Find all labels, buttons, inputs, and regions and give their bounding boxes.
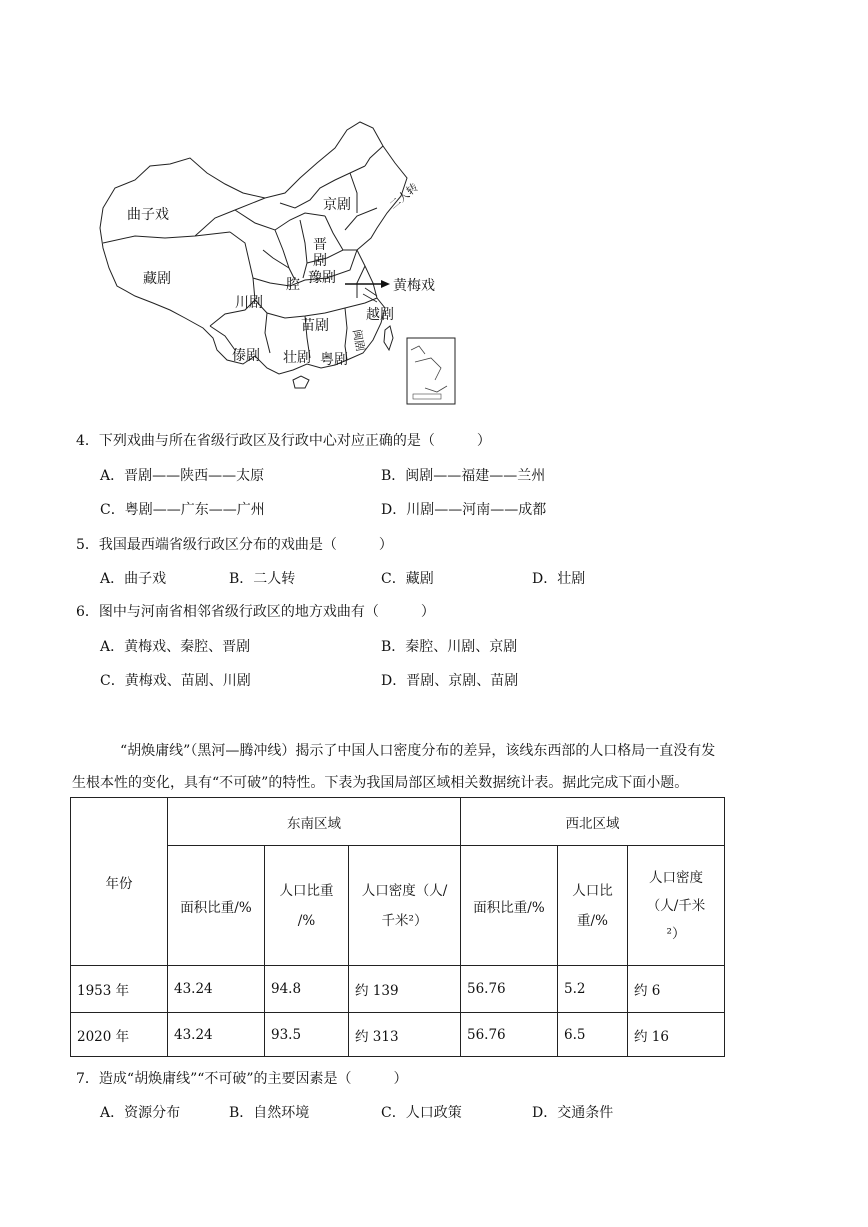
map-label-jinju-1: 晋 — [313, 237, 327, 253]
cell-nw-area: 56.76 — [461, 966, 558, 1013]
map-label-chuanju: 川剧 — [235, 295, 263, 311]
map-label-jingju: 京剧 — [323, 197, 351, 213]
table-header-nw-density: 人口密度 （人/千米 ²） — [628, 846, 725, 966]
map-label-miaoju: 苗剧 — [301, 318, 329, 334]
table-header-se-area: 面积比重/% — [168, 846, 265, 966]
statistics-table — [70, 797, 725, 1057]
map-label-yueju-yue: 粤剧 — [320, 352, 348, 368]
china-opera-map — [95, 118, 465, 410]
cell-nw-pop: 6.5 — [558, 1013, 628, 1057]
question-5-stem: 5．我国最西端省级行政区分布的戏曲是（ ） — [76, 537, 393, 553]
question-6-option-b[interactable]: B．秦腔、川剧、京剧 — [381, 639, 518, 655]
table-header-nw-area: 面积比重/% — [461, 846, 558, 966]
cell-se-pop: 93.5 — [265, 1013, 349, 1057]
table-header-se-pop: 人口比重 /% — [265, 846, 349, 966]
question-5-option-b[interactable]: B．二人转 — [229, 571, 296, 587]
cell-nw-density: 约 6 — [628, 966, 725, 1013]
cell-nw-area: 56.76 — [461, 1013, 558, 1057]
map-label-zhuangju: 壮剧 — [283, 350, 311, 366]
question-4-option-b[interactable]: B．闽剧——福建——兰州 — [381, 468, 546, 484]
arrow — [345, 280, 390, 288]
question-4-stem: 4．下列戏曲与所在省级行政区及行政中心对应正确的是（ ） — [76, 433, 491, 449]
map-label-yuju: 豫剧 — [308, 270, 336, 286]
cell-year: 2020 年 — [71, 1013, 168, 1057]
cell-nw-pop: 5.2 — [558, 966, 628, 1013]
map-label-ererzhuan: 二人转 — [387, 180, 421, 212]
china-outline-map — [95, 118, 465, 410]
question-5-option-c[interactable]: C．藏剧 — [381, 571, 434, 587]
table-row — [71, 1013, 725, 1057]
table-header-nw-pop: 人口比 重/% — [558, 846, 628, 966]
question-7-stem: 7．造成“胡焕庸线”“不可破”的主要因素是（ ） — [76, 1071, 408, 1087]
question-6-option-d[interactable]: D．晋剧、京剧、苗剧 — [381, 673, 519, 689]
question-5-option-d[interactable]: D．壮剧 — [532, 571, 586, 587]
cell-year: 1953 年 — [71, 966, 168, 1013]
question-5-option-a[interactable]: A．曲子戏 — [100, 571, 167, 587]
map-label-huangmeixi: 黄梅戏 — [393, 278, 435, 294]
map-label-daiju: 傣剧 — [232, 348, 260, 364]
question-7-option-b[interactable]: B．自然环境 — [229, 1105, 310, 1121]
map-label-quzixi: 曲子戏 — [127, 207, 169, 223]
map-label-qiang: 腔 — [286, 277, 300, 293]
table-header-northwest: 西北区域 — [461, 798, 725, 846]
passage-line-1: “胡焕庸线”（黑河—腾冲线）揭示了中国人口密度分布的差异，该线东西部的人口格局一直没有发 — [120, 743, 716, 759]
map-label-minju: 闽剧 — [350, 328, 367, 353]
map-label-yueju-zhe: 越剧 — [366, 307, 394, 323]
cell-se-density: 约 139 — [349, 966, 461, 1013]
map-label-zangju: 藏剧 — [143, 271, 171, 287]
question-4-option-c[interactable]: C．粤剧——广东——广州 — [100, 502, 265, 518]
map-label-jinju-2: 剧 — [313, 253, 327, 269]
question-6-option-a[interactable]: A．黄梅戏、秦腔、晋剧 — [100, 639, 251, 655]
passage-line-2: 生根本性的变化，具有“不可破”的特性。下表为我国局部区域相关数据统计表。据此完成下面小题。 — [72, 775, 689, 791]
question-7-option-a[interactable]: A．资源分布 — [100, 1105, 181, 1121]
cell-se-density: 约 313 — [349, 1013, 461, 1057]
question-6-stem: 6．图中与河南省相邻省级行政区的地方戏曲有（ ） — [76, 604, 435, 620]
question-6-option-c[interactable]: C．黄梅戏、苗剧、川剧 — [100, 673, 251, 689]
cell-nw-density: 约 16 — [628, 1013, 725, 1057]
question-4-option-d[interactable]: D．川剧——河南——成都 — [381, 502, 547, 518]
table-header-se-density: 人口密度（人/ 千米²） — [349, 846, 461, 966]
south-china-sea-inset — [407, 338, 455, 404]
cell-se-pop: 94.8 — [265, 966, 349, 1013]
table-row — [71, 966, 725, 1013]
question-4-option-a[interactable]: A．晋剧——陕西——太原 — [100, 468, 265, 484]
table-header-year: 年份 — [71, 798, 168, 966]
question-7-option-c[interactable]: C．人口政策 — [381, 1105, 462, 1121]
cell-se-area: 43.24 — [168, 1013, 265, 1057]
cell-se-area: 43.24 — [168, 966, 265, 1013]
question-7-option-d[interactable]: D．交通条件 — [532, 1105, 614, 1121]
table-header-southeast: 东南区域 — [168, 798, 461, 846]
